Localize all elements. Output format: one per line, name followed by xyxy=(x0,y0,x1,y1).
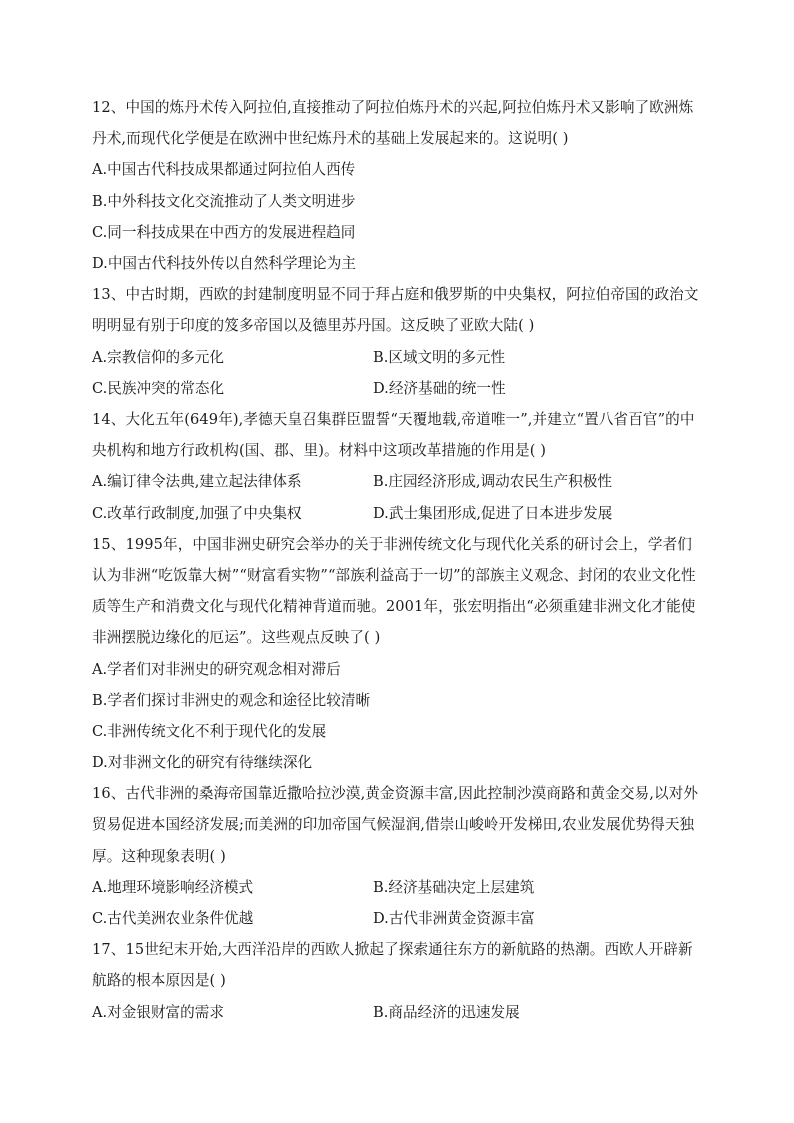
question-stem: 17、15世纪末开始,大西洋沿岸的西欧人掀起了探索通往东方的新航路的热潮。西欧人开辟新航路的根本原因是( ) xyxy=(92,941,693,990)
option-a: A.中国古代科技成果都通过阿拉伯人西传 xyxy=(92,161,356,179)
option-b: B.经济基础决定上层建筑 xyxy=(373,878,535,896)
option-c: C.改革行政制度,加强了中央集权 xyxy=(92,504,302,522)
option-b: B.庄园经济形成,调动农民生产积极性 xyxy=(373,473,612,491)
option-c: C.民族冲突的常态化 xyxy=(92,379,225,397)
question-16 xyxy=(92,778,704,934)
options-row xyxy=(92,373,704,404)
options-list xyxy=(92,466,704,528)
options-list xyxy=(92,872,704,934)
option-c: C.非洲传统文化不利于现代化的发展 xyxy=(92,722,327,740)
option-b: B.商品经济的迅速发展 xyxy=(373,1003,520,1021)
options-row xyxy=(92,466,704,497)
options-row xyxy=(92,903,704,934)
options-list xyxy=(92,997,704,1028)
option-a: A.地理环境影响经济模式 xyxy=(92,878,254,896)
question-15 xyxy=(92,529,704,779)
question-stem: 15、1995年，中国非洲史研究会举办的关于非洲传统文化与现代化关系的研讨会上，学者们认为非洲“吃饭靠大树”“财富看实物”“部族利益高于一切”的部族主义观念、封闭的农业文化性质等生产和消费文化与现代化精神背道而驰。2001年，张宏明指出“必须重建非洲文化才能使非洲摆脱边缘化的厄运”。这些观点反映了( ) xyxy=(92,535,696,647)
option-c: C.古代美洲农业条件优越 xyxy=(92,910,254,928)
option-a: A.宗教信仰的多元化 xyxy=(92,348,224,366)
option-d: D.经济基础的统一性 xyxy=(373,379,506,397)
options-row xyxy=(92,872,704,903)
question-stem: 16、古代非洲的桑海帝国靠近撒哈拉沙漠,黄金资源丰富,因此控制沙漠商路和黄金交易,以对外贸易促进本国经济发展;而美洲的印加帝国气候湿润,借崇山峻岭开发梯田,农业发展优势得天独厚。这种现象表明( ) xyxy=(92,785,699,865)
option-d: D.中国古代科技外传以自然科学理论为主 xyxy=(92,254,356,272)
question-stem: 14、大化五年(649年),孝德天皇召集群臣盟誓“天覆地载,帝道唯一”,并建立“置八省百官”的中央机构和地方行政机构(国、郡、里)。材料中这项改革措施的作用是( ) xyxy=(92,410,695,460)
option-d: D.古代非洲黄金资源丰富 xyxy=(373,910,535,928)
option-b: B.学者们探讨非洲史的观念和途径比较清晰 xyxy=(92,691,371,709)
question-stem: 13、中古时期，西欧的封建制度明显不同于拜占庭和俄罗斯的中央集权，阿拉伯帝国的政治文明明显有别于印度的笈多帝国以及德里苏丹国。这反映了亚欧大陆( ) xyxy=(92,286,699,335)
options-list xyxy=(92,342,704,404)
question-17 xyxy=(92,934,704,1028)
options-row xyxy=(92,997,704,1028)
question-12 xyxy=(92,92,704,279)
option-d: D.武士集团形成,促进了日本进步发展 xyxy=(373,504,613,522)
option-a: A.学者们对非洲史的研究观念相对滞后 xyxy=(92,660,341,678)
question-13 xyxy=(92,279,704,404)
option-d: D.对非洲文化的研究有待继续深化 xyxy=(92,754,313,772)
option-c: C.同一科技成果在中西方的发展进程趋同 xyxy=(92,223,356,241)
options-row xyxy=(92,498,704,529)
question-stem: 12、中国的炼丹术传入阿拉伯,直接推动了阿拉伯炼丹术的兴起,阿拉伯炼丹术又影响了欧洲炼丹术,而现代化学便是在欧洲中世纪炼丹术的基础上发展起来的。这说明( ) xyxy=(92,99,694,148)
options-list xyxy=(92,654,704,779)
options-list xyxy=(92,154,704,279)
option-b: B.区域文明的多元性 xyxy=(373,348,506,366)
question-14 xyxy=(92,404,704,529)
option-a: A.对金银财富的需求 xyxy=(92,1003,224,1021)
option-a: A.编订律令法典,建立起法律体系 xyxy=(92,473,302,491)
exam-page xyxy=(92,92,704,1028)
option-b: B.中外科技文化交流推动了人类文明进步 xyxy=(92,192,356,210)
options-row xyxy=(92,342,704,373)
